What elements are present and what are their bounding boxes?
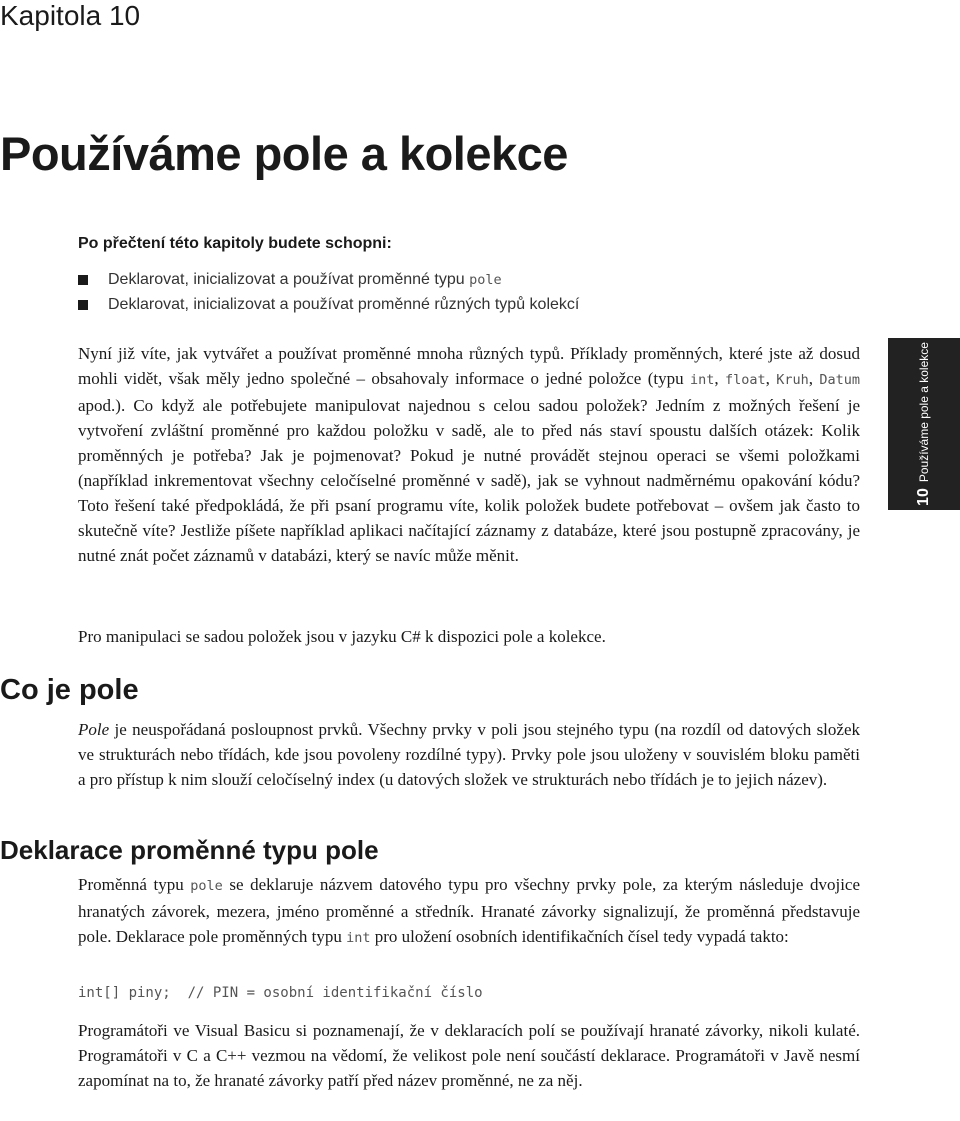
- goal-code: pole: [469, 272, 502, 288]
- goals-heading: Po přečtení této kapitoly budete schopni:: [78, 235, 392, 252]
- goal-item: [78, 293, 579, 318]
- intro-paragraph: [78, 341, 860, 568]
- chapter-side-tab: [888, 338, 960, 510]
- inline-code: float: [724, 372, 766, 388]
- text-run: pro uložení osobních identifikačních čísel tedy vypadá takto:: [370, 927, 789, 946]
- text-run: ,: [808, 369, 820, 388]
- inline-code: pole: [190, 878, 223, 894]
- text-run: ,: [765, 369, 777, 388]
- goal-text: Deklarovat, inicializovat a používat proměnné různých typů kolekcí: [108, 296, 580, 313]
- text-run: ,: [714, 369, 725, 388]
- section-pole-paragraph: [78, 717, 860, 792]
- inline-code: int: [689, 372, 715, 388]
- inline-code: int: [346, 930, 371, 946]
- text-run: je neuspořádaná posloupnost prvků. Všechny prvky v poli jsou stejného typu (na rozdíl od datových složek ve strukturách nebo třídách, kde jsou povoleny rozdílné typy). Prvky pole jsou uloženy v souvislém bloku paměti a pro přístup k nim slouží celočíselný index (u datových složek ve strukturách nebo třídách je to jejich název).: [78, 720, 860, 789]
- side-tab-text: [917, 342, 931, 506]
- section-decl-paragraph: [78, 872, 860, 951]
- goal-item: [78, 268, 579, 293]
- term-emphasis: Pole: [78, 720, 110, 739]
- inline-code: Kruh: [776, 372, 809, 388]
- text-run: Nyní již víte, jak vytvářet a používat proměnné mnoha různých typů. Příklady proměnných, které jste až dosud mohli vidět, však měly jedno společné – obsahovaly informace o jedné položce (typu: [78, 344, 860, 388]
- text-run: se deklaruje názvem datového typu pro všechny prvky pole, za kterým následuje dvojice hranatých závorek, mezera, jméno proměnné a středník. Hranaté závorky signalizují, že proměnná představuje pole. Deklarace pole proměnných typu: [78, 875, 861, 946]
- section-title-deklarace: Deklarace proměnné typu pole: [0, 835, 379, 865]
- code-example: int[] piny; // PIN = osobní identifikační číslo: [78, 985, 483, 1001]
- goals-list: [78, 268, 579, 318]
- square-bullet-icon: [78, 300, 88, 310]
- side-tab-number: 10: [915, 488, 932, 506]
- chapter-label: Kapitola 10: [0, 0, 141, 31]
- intro-paragraph-2: Pro manipulaci se sadou položek jsou v jazyku C# k dispozici pole a kolekce.: [78, 627, 606, 646]
- inline-code: Datum: [819, 372, 861, 388]
- goal-text: Deklarovat, inicializovat a používat proměnné typu: [108, 271, 470, 288]
- section-title-co-je-pole: Co je pole: [0, 674, 139, 706]
- square-bullet-icon: [78, 275, 88, 285]
- chapter-title: Používáme pole a kolekce: [0, 127, 568, 180]
- text-run: apod.). Co když ale potřebujete manipulovat najednou s celou sadou položek? Jedním z možných řešení je vytvoření zvláštní proměnné pro každou položku v sadě, ale to před nás staví spoustu dalších otázek: Kolik proměnných je potřeba? Jak je pojmenovat? Pokud je nutné provádět stejnou operaci se všemi položkami (například inkrementovat všechny celočíselné proměnné v sadě), jak se vyhnout nadměrnému opakování kódu? Toto řešení také předpokládá, že při psaní programu víte, kolik položek budete potřebovat – ovšem jak často to skutečně víte? Jestliže píšete například aplikaci načítající záznamy z databáze, které jsou postupně zpracovány, je nutné znát počet záznamů v databázi, který se navíc může měnit.: [78, 396, 860, 565]
- side-tab-label: Používáme pole a kolekce: [917, 342, 931, 483]
- section-decl-paragraph-2: Programátoři ve Visual Basicu si poznamenají, že v deklaracích polí se používají hranaté závorky, nikoli kulaté. Programátoři v C a C++ vezmou na vědomí, že velikost pole není součástí deklarace. Programátoři v Javě nesmí zapomínat na to, že hranaté závorky patří před název proměnné, ne za něj.: [78, 1021, 860, 1090]
- text-run: Proměnná typu: [78, 875, 191, 894]
